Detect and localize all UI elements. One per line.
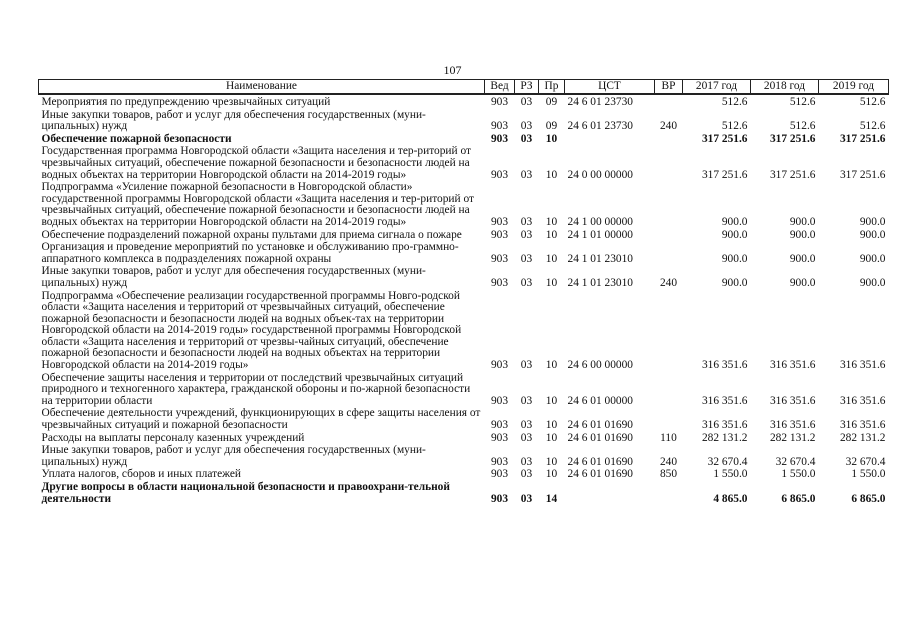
table-cell-rz: 03 — [520, 394, 533, 407]
header-rz: РЗ — [515, 80, 539, 95]
table-row — [39, 146, 889, 182]
table-cell-2019: 900.0 — [859, 228, 886, 241]
table-cell-2018: 317 251.6 — [769, 132, 816, 145]
table-cell-ved: 903 — [490, 419, 509, 432]
table-cell-rz: 03 — [520, 96, 533, 108]
table-cell-2018: 316 351.6 — [769, 394, 816, 407]
table-cell-cst: 24 1 01 00000 — [567, 228, 633, 241]
table-row — [39, 291, 889, 373]
table-cell-cst: 24 6 01 01690 — [567, 468, 633, 481]
table-cell-2019: 512.6 — [859, 120, 886, 133]
table-cell-name: Обеспечение подразделений пожарной охраны пультами для приема сигнала о пожаре — [41, 228, 462, 241]
table-cell-rz: 03 — [520, 120, 533, 133]
table-cell-vr — [655, 134, 683, 147]
table-cell-vr — [655, 146, 683, 182]
table-cell-vr — [655, 230, 683, 243]
table-cell-2018: 316 351.6 — [769, 419, 816, 432]
table-cell-2018: 512.6 — [789, 96, 816, 108]
table-cell-pr: 10 — [545, 132, 558, 145]
table-cell-ved: 903 — [490, 252, 509, 265]
table-cell-ved: 903 — [490, 359, 509, 372]
table-cell-2019: 900.0 — [859, 252, 886, 265]
table-cell-vr — [655, 373, 683, 409]
table-cell-2017: 4 865.0 — [713, 492, 748, 505]
table-row — [39, 482, 889, 506]
table-cell-rz: 03 — [520, 492, 533, 505]
table-cell-2017: 900.0 — [721, 215, 748, 228]
table-cell-cst: 24 1 01 23010 — [567, 252, 633, 265]
table-cell-ved: 903 — [490, 96, 509, 108]
table-cell-name: Подпрограмма «Обеспечение реализации государственной программы Новго-родской области «Защита населения и территорий от чрезвычайных ситуаций, обеспечение пожарной безопасности и безопасности людей на водных объек-тах на территории Новгородской области на 2014-2019 годы» государственной программы Новгородской области «Защита населения и территорий от чрезвы-чайных ситуаций, обеспечение пожарной безопасности и безопасности людей на водных объектах на территории Новгородской области на 2014-2019 годы» — [41, 289, 462, 372]
table-cell-rz: 03 — [520, 468, 533, 481]
table-cell-name: Иные закупки товаров, работ и услуг для обеспечения государственных (муни-ципальных) нужд — [41, 265, 426, 289]
table-cell-2019: 900.0 — [859, 215, 886, 228]
table-cell-cst — [565, 134, 655, 147]
table-cell-name: Мероприятия по предупреждению чрезвычайных ситуаций — [41, 96, 331, 108]
table-cell-vr: 240 — [659, 455, 678, 468]
table-cell-rz: 03 — [520, 168, 533, 181]
table-cell-cst: 24 1 00 00000 — [567, 215, 633, 228]
table-cell-rz: 03 — [520, 228, 533, 241]
table-cell-vr — [655, 291, 683, 373]
table-cell-pr: 10 — [545, 359, 558, 372]
table-cell-2017: 316 351.6 — [701, 394, 748, 407]
table-row — [39, 94, 889, 110]
table-cell-name: Обеспечение деятельности учреждений, функционирующих в сфере защиты населения от чрезвычайных ситуаций и пожарной безопасности — [41, 407, 481, 432]
table-cell-2017: 317 251.6 — [701, 132, 748, 145]
table-row — [39, 373, 889, 409]
table-cell-ved: 903 — [490, 132, 509, 145]
header-ved: Вед — [485, 80, 515, 95]
table-cell-rz: 03 — [520, 252, 533, 265]
table-cell-pr: 10 — [545, 252, 558, 265]
table-cell-cst: 24 6 01 01690 — [567, 455, 633, 468]
table-cell-2019: 316 351.6 — [839, 419, 886, 432]
table-cell-ved: 903 — [490, 468, 509, 481]
table-cell-2018: 900.0 — [789, 252, 816, 265]
table-cell-vr: 110 — [660, 431, 677, 444]
table-cell-rz: 03 — [520, 276, 533, 289]
table-cell-vr — [655, 482, 683, 506]
table-cell-pr: 09 — [545, 120, 558, 133]
table-cell-rz: 03 — [520, 359, 533, 372]
table-cell-ved: 903 — [490, 120, 509, 133]
table-cell-name: Подпрограмма «Усиление пожарной безопасности в Новгородской области» государственной программы Новгородской области «Защита населения и тер-риторий от чрезвычайных ситуаций, обеспечение пожарной безопасности и безопасности людей на водных объектах на территории Новгородской области на 2014-2019 годы» — [41, 181, 474, 228]
table-cell-pr: 10 — [545, 468, 558, 481]
table-cell-pr: 10 — [545, 276, 558, 289]
table-body — [39, 94, 889, 506]
table-cell-ved: 903 — [490, 228, 509, 241]
table-cell-2019: 512.6 — [859, 96, 886, 108]
table-cell-vr — [655, 182, 683, 229]
table-row — [39, 445, 889, 469]
table-cell-ved: 903 — [490, 431, 509, 444]
table-cell-name: Уплата налогов, сборов и иных платежей — [41, 468, 241, 481]
header-pr: Пр — [539, 80, 565, 95]
table-cell-name: Организация и проведение мероприятий по установке и обслуживанию про-граммно-аппаратного комплекса в подразделениях пожарной охраны — [41, 241, 459, 265]
table-cell-vr — [655, 242, 683, 266]
table-cell-2018: 1 550.0 — [781, 468, 816, 481]
table-cell-rz: 03 — [520, 431, 533, 444]
table-cell-rz: 03 — [520, 419, 533, 432]
table-cell-2018: 900.0 — [789, 276, 816, 289]
table-cell-cst: 24 6 00 00000 — [567, 359, 633, 372]
table-cell-2019: 32 670.4 — [845, 455, 886, 468]
table-row — [39, 408, 889, 432]
table-cell-2017: 316 351.6 — [701, 419, 748, 432]
table-cell-pr: 10 — [545, 168, 558, 181]
table-cell-2018: 900.0 — [789, 215, 816, 228]
table-cell-pr: 10 — [545, 228, 558, 241]
table-cell-cst: 24 6 01 23730 — [567, 96, 633, 108]
table-cell-vr: 240 — [659, 120, 678, 133]
table-cell-name: Обеспечение пожарной безопасности — [41, 132, 232, 145]
table-cell-pr: 10 — [545, 455, 558, 468]
table-cell-2018: 512.6 — [789, 120, 816, 133]
table-cell-2017: 316 351.6 — [701, 359, 748, 372]
table-cell-2018: 900.0 — [789, 228, 816, 241]
table-cell-2018: 6 865.0 — [781, 492, 816, 505]
table-cell-2019: 316 351.6 — [839, 359, 886, 372]
header-2018: 2018 год — [751, 80, 819, 95]
table-cell-pr: 09 — [545, 96, 558, 108]
table-cell-rz: 03 — [520, 215, 533, 228]
table-cell-2017: 900.0 — [721, 252, 748, 265]
table-cell-2018: 317 251.6 — [769, 168, 816, 181]
table-cell-pr: 10 — [545, 394, 558, 407]
table-cell-cst: 24 6 01 00000 — [567, 394, 633, 407]
table-cell-name: Государственная программа Новгородской области «Защита населения и тер-риторий от чрезвычайных ситуаций, обеспечение пожарной безопасности и безопасности людей на водных объектах на территории Новгородской области на 2014-2019 годы» — [41, 145, 471, 181]
table-cell-2019: 317 251.6 — [839, 132, 886, 145]
table-cell-2019: 282 131.2 — [839, 431, 886, 444]
budget-table — [38, 79, 889, 506]
table-cell-2017: 900.0 — [721, 276, 748, 289]
header-2017: 2017 год — [683, 80, 751, 95]
table-cell-2017: 317 251.6 — [701, 168, 748, 181]
table-cell-pr: 10 — [545, 419, 558, 432]
table-cell-2018: 32 670.4 — [775, 455, 816, 468]
table-row — [39, 266, 889, 290]
table-cell-2017: 32 670.4 — [707, 455, 748, 468]
table-cell-ved: 903 — [490, 492, 509, 505]
table-cell-vr — [655, 94, 683, 110]
table-row — [39, 182, 889, 229]
table-cell-ved: 903 — [490, 168, 509, 181]
table-cell-cst: 24 6 01 01690 — [567, 419, 633, 432]
table-cell-name: Расходы на выплаты персоналу казенных учреждений — [41, 431, 305, 444]
header-cst: ЦСТ — [565, 80, 655, 95]
table-cell-rz: 03 — [520, 132, 533, 145]
table-cell-ved: 903 — [490, 455, 509, 468]
table-cell-ved: 903 — [490, 215, 509, 228]
table-cell-2019: 1 550.0 — [851, 468, 886, 481]
table-cell-cst: 24 6 01 01690 — [567, 431, 633, 444]
page-number: 107 — [443, 63, 462, 77]
header-name: Наименование — [39, 80, 485, 95]
table-cell-2017: 900.0 — [721, 228, 748, 241]
table-cell-name: Другие вопросы в области национальной безопасности и правоохрани-тельной деятельности — [41, 481, 450, 505]
table-row — [39, 110, 889, 134]
table-cell-name: Обеспечение защиты населения и территории от последствий чрезвычайных ситуаций природного и техногенного характера, гражданской обороны и по-жарной безопасности на территории области — [41, 371, 471, 407]
table-cell-cst — [565, 482, 655, 506]
table-row — [39, 242, 889, 266]
table-cell-2017: 512.6 — [721, 96, 748, 108]
table-cell-cst: 24 1 01 23010 — [567, 276, 633, 289]
table-cell-pr: 10 — [545, 215, 558, 228]
table-cell-2017: 282 131.2 — [701, 431, 748, 444]
table-cell-ved: 903 — [490, 394, 509, 407]
table-cell-vr: 850 — [659, 468, 678, 481]
table-cell-2018: 282 131.2 — [769, 431, 816, 444]
table-header-row — [39, 80, 889, 95]
header-vr: ВР — [655, 80, 683, 95]
table-cell-2019: 900.0 — [859, 276, 886, 289]
table-cell-pr: 10 — [545, 431, 558, 444]
table-cell-vr — [655, 408, 683, 432]
table-cell-2018: 316 351.6 — [769, 359, 816, 372]
table-cell-2019: 6 865.0 — [851, 492, 886, 505]
table-cell-2019: 317 251.6 — [839, 168, 886, 181]
table-cell-name: Иные закупки товаров, работ и услуг для обеспечения государственных (муни-ципальных) нужд — [41, 444, 426, 468]
table-cell-cst: 24 6 01 23730 — [567, 120, 633, 133]
table-cell-2019: 316 351.6 — [839, 394, 886, 407]
table-cell-vr: 240 — [659, 276, 678, 289]
table-cell-pr: 14 — [545, 492, 558, 505]
table-cell-name: Иные закупки товаров, работ и услуг для обеспечения государственных (муни-ципальных) нужд — [41, 108, 426, 133]
table-cell-ved: 903 — [490, 276, 509, 289]
table-cell-2017: 1 550.0 — [713, 468, 748, 481]
table-cell-cst: 24 0 00 00000 — [567, 168, 633, 181]
table-cell-2017: 512.6 — [721, 120, 748, 133]
header-2019: 2019 год — [819, 80, 889, 95]
table-cell-rz: 03 — [520, 455, 533, 468]
